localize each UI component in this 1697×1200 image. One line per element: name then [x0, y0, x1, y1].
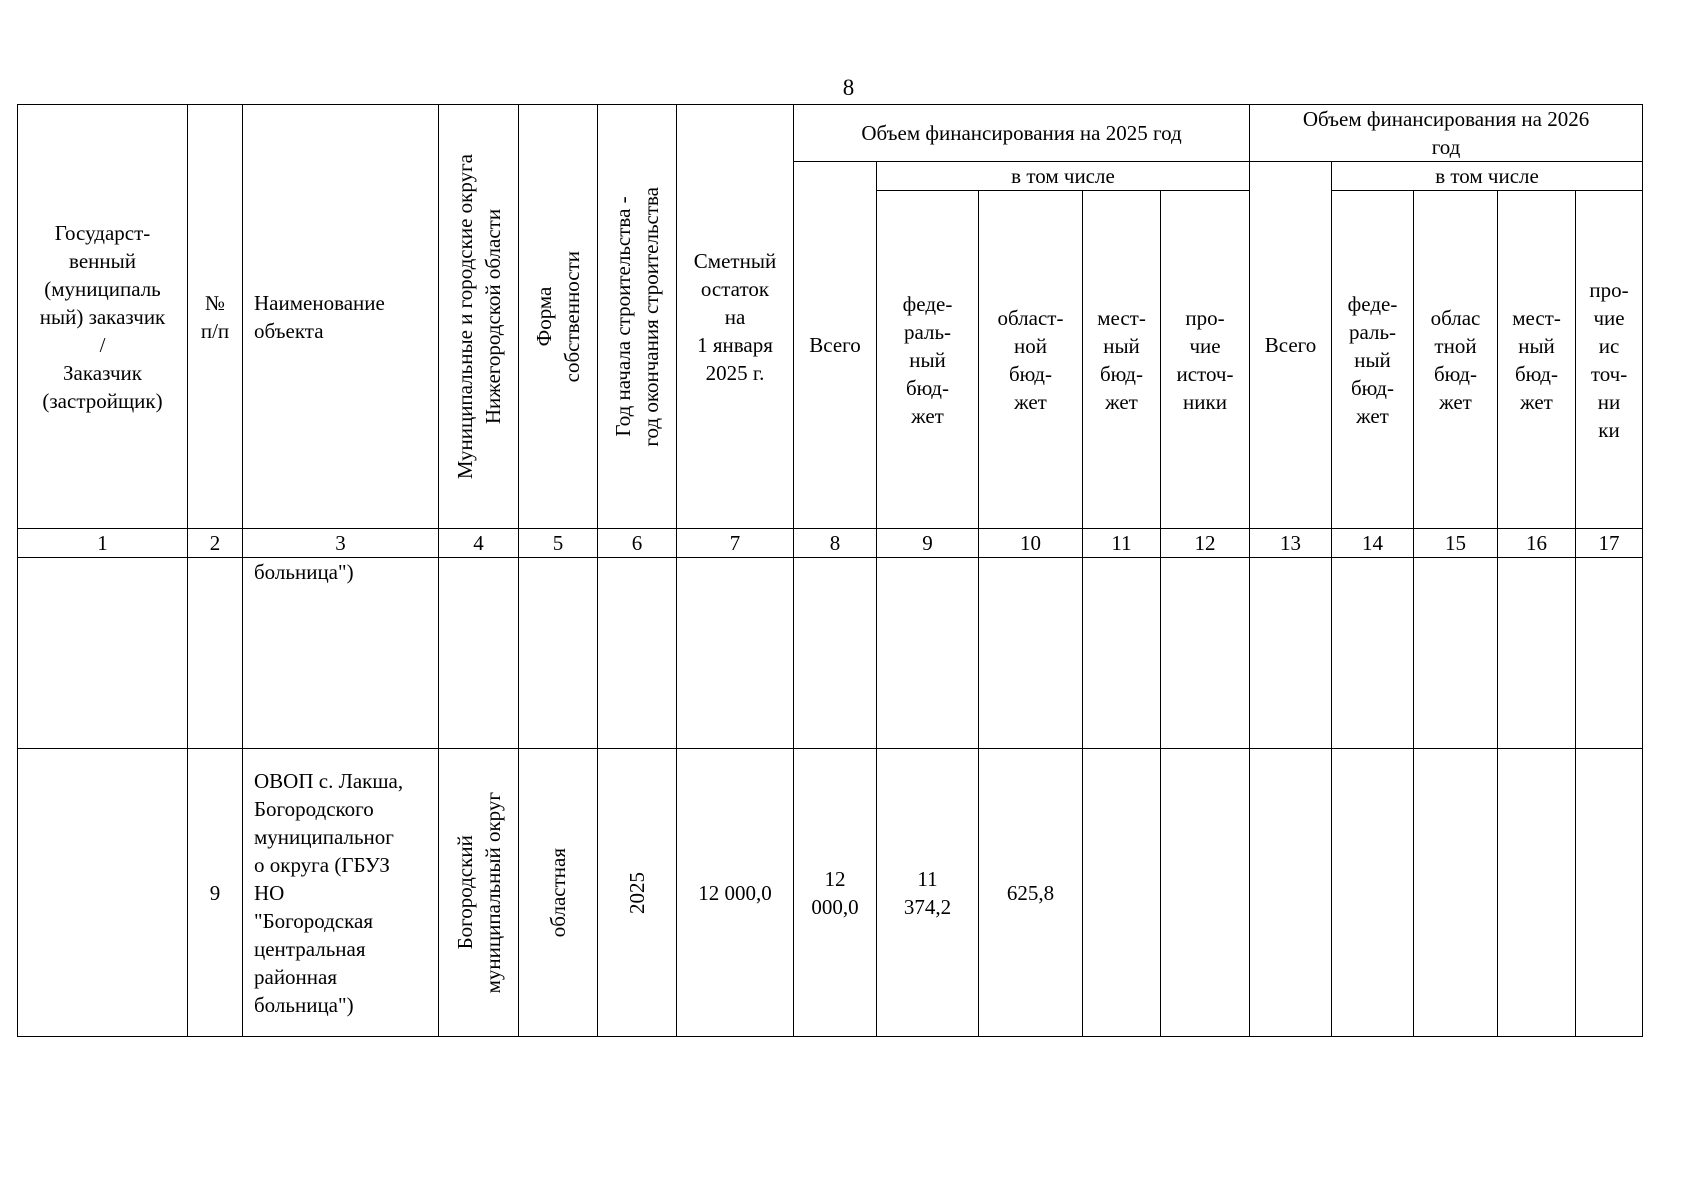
column-number-row: [18, 529, 1643, 558]
column-number: 3: [243, 529, 439, 558]
column-number: 5: [519, 529, 598, 558]
column-number: 8: [794, 529, 877, 558]
column-number: 6: [598, 529, 677, 558]
header-fin-2025: Объем финансирования на 2025 год: [794, 105, 1250, 162]
ownership-cell: областная: [519, 749, 598, 1037]
header-num: № п/п: [188, 105, 243, 529]
financing-table: [17, 104, 1643, 1037]
header-fin-2026: Объем финансирования на 2026 год: [1250, 105, 1643, 162]
district-cell: Богородский муниципальный округ: [439, 749, 519, 1037]
page-number: 8: [842, 75, 855, 100]
column-number: 12: [1161, 529, 1250, 558]
column-number: 2: [188, 529, 243, 558]
column-number: 10: [979, 529, 1083, 558]
column-number: 4: [439, 529, 519, 558]
object-name-cell: больница"): [243, 558, 439, 749]
table-row: [18, 749, 1643, 1037]
column-number: 1: [18, 529, 188, 558]
column-number: 14: [1332, 529, 1414, 558]
header-total-2025: Всего: [794, 162, 877, 529]
header-regional-2026: облас тной бюд- жет: [1414, 191, 1498, 529]
header-object-name: Наименование объекта: [243, 105, 439, 529]
table-row: [18, 558, 1643, 749]
years-cell: 2025: [598, 749, 677, 1037]
header-federal-2025: феде- раль- ный бюд- жет: [877, 191, 979, 529]
header-including-2026: в том числе: [1332, 162, 1643, 191]
header-federal-2026: феде- раль- ный бюд- жет: [1332, 191, 1414, 529]
header-years: Год начала строительства - год окончания строительства: [598, 105, 677, 529]
header-other-2026: про- чие ис точ- ни ки: [1576, 191, 1643, 529]
total-2025-cell: 12 000,0: [794, 749, 877, 1037]
header-total-2026: Всего: [1250, 162, 1332, 529]
column-number: 7: [677, 529, 794, 558]
header-customer: Государст- венный (муниципаль ный) заказчик / Заказчик (застройщик): [18, 105, 188, 529]
column-number: 17: [1576, 529, 1643, 558]
header-local-2026: мест- ный бюд- жет: [1498, 191, 1576, 529]
row-num-cell: 9: [188, 749, 243, 1037]
column-number: 11: [1083, 529, 1161, 558]
estimate-cell: 12 000,0: [677, 749, 794, 1037]
federal-2025-cell: 11 374,2: [877, 749, 979, 1037]
header-including-2025: в том числе: [877, 162, 1250, 191]
header-districts: Муниципальные и городские округа Нижегородской области: [439, 105, 519, 529]
column-number: 13: [1250, 529, 1332, 558]
column-number: 15: [1414, 529, 1498, 558]
header-ownership: Форма собственности: [519, 105, 598, 529]
header-other-2025: про- чие источ- ники: [1161, 191, 1250, 529]
object-name-cell: ОВОП с. Лакша, Богородского муниципальног о округа (ГБУЗ НО "Богородская центральная районная больница"): [243, 749, 439, 1037]
regional-2025-cell: 625,8: [979, 749, 1083, 1037]
column-number: 9: [877, 529, 979, 558]
column-number: 16: [1498, 529, 1576, 558]
header-regional-2025: област- ной бюд- жет: [979, 191, 1083, 529]
header-local-2025: мест- ный бюд- жет: [1083, 191, 1161, 529]
header-estimate: Сметный остаток на 1 января 2025 г.: [677, 105, 794, 529]
